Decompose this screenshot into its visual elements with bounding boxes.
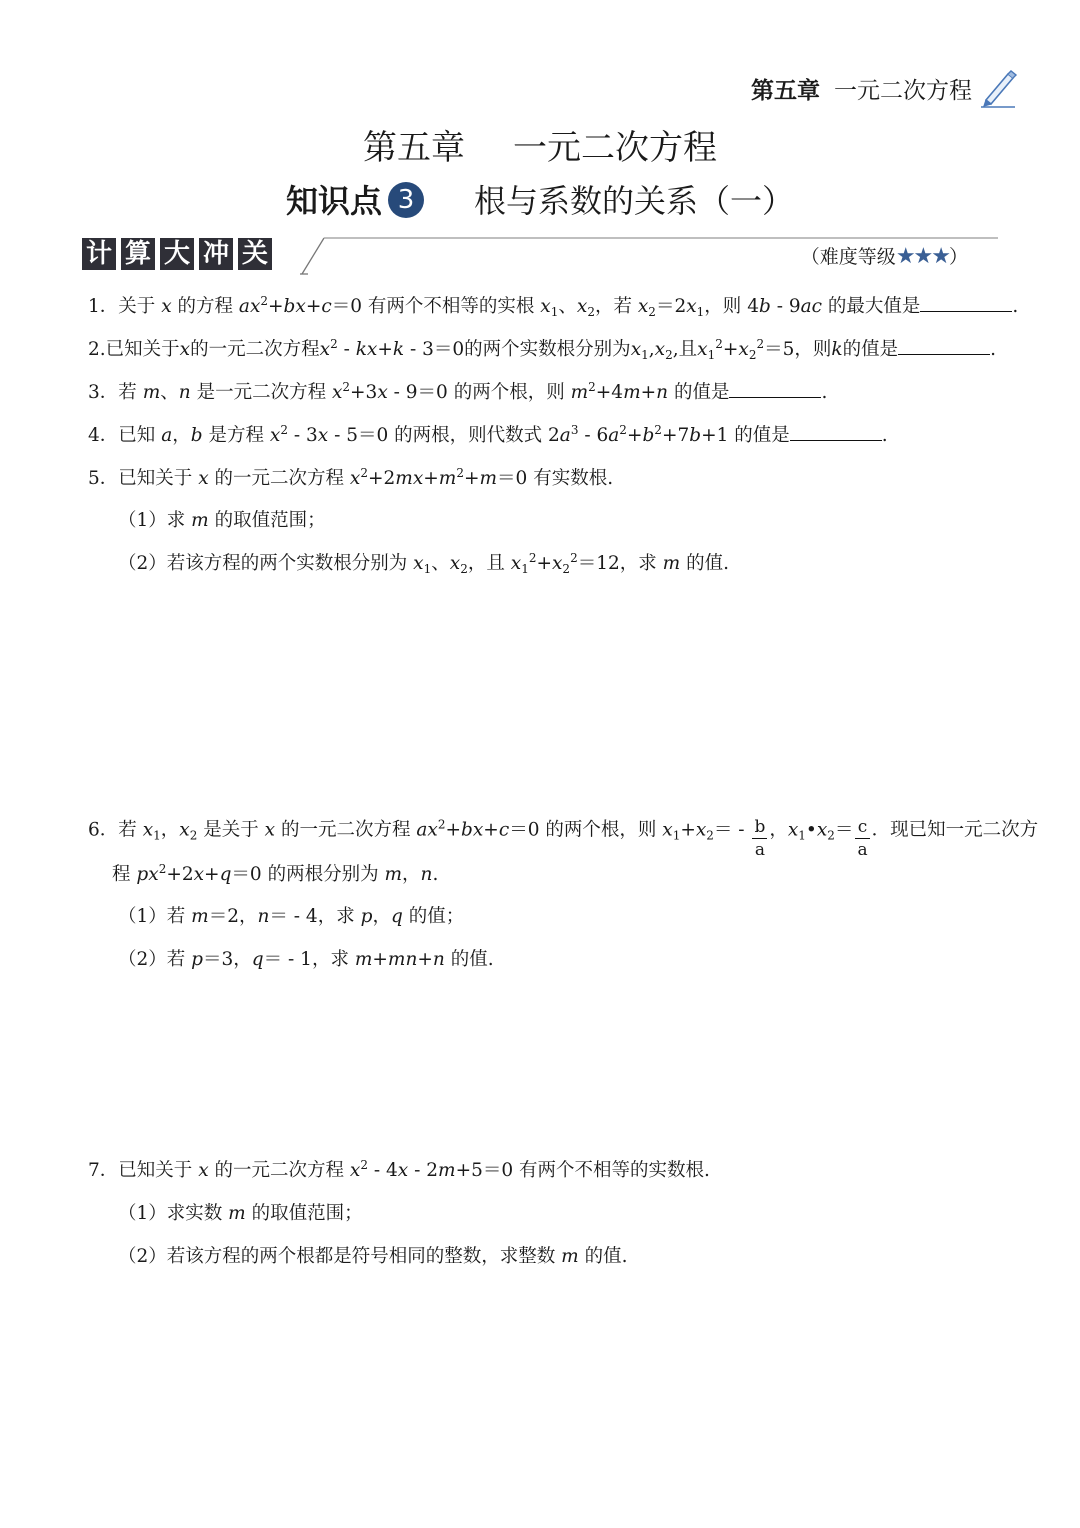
question-1: 1．关于 x 的方程 $ax^2+bx+c=0$ 有两个不相等的实根 $x_1$、$x_2$，若 $x_2=2x_1$，则 4b - 9ac 的最大值是 . xyxy=(88,294,1019,319)
star-icon: ★★★ xyxy=(895,244,949,269)
text: ，则 xyxy=(794,339,832,360)
question-number: 6． xyxy=(88,819,119,841)
text: 的一元二次方程 xyxy=(214,468,345,489)
text: 已知关于 xyxy=(118,468,193,489)
text: 的两根，则代数式 xyxy=(394,425,543,446)
running-header-chapter: 第五章 xyxy=(751,77,820,104)
text: 是一元二次方程 xyxy=(196,382,327,403)
question-number: 5． xyxy=(88,468,119,489)
text: （2）若该方程的两个根都是符号相同的整数，求整数 xyxy=(118,1246,556,1267)
text: ，且 xyxy=(467,553,505,574)
text: 的一元二次方程 xyxy=(280,819,411,841)
question-number: 4． xyxy=(88,425,119,446)
text: 的取值范围； xyxy=(214,510,326,531)
text: （2）若该方程的两个实数根分别为 xyxy=(118,553,408,574)
text: 是关于 xyxy=(203,819,259,841)
text: . xyxy=(990,339,997,360)
question-6-part-1: （1）若 m＝2，n＝ - 4，求 p，q 的值； xyxy=(118,906,465,927)
text: ．现已知一元二次方 xyxy=(871,819,1039,841)
text: 已知 xyxy=(118,425,156,446)
text: 有两个不相等的实数根. xyxy=(519,1160,710,1181)
banner-char: 算 xyxy=(121,238,155,270)
text: （1）若 xyxy=(118,906,186,927)
difficulty-label: （难度等级 xyxy=(800,246,896,268)
text: 且 xyxy=(678,339,698,360)
question-7-part-2: （2）若该方程的两个根都是符号相同的整数，求整数 m 的值. xyxy=(118,1246,628,1267)
running-header-topic: 一元二次方程 xyxy=(834,77,972,104)
text: 的值. xyxy=(450,949,494,970)
topic-title xyxy=(0,176,1080,222)
text: 若 xyxy=(118,819,137,841)
text: 程 xyxy=(112,864,131,885)
answer-blank[interactable] xyxy=(898,338,990,355)
chapter-title xyxy=(0,120,1080,169)
text: 的值. xyxy=(686,553,729,574)
topic-label: 知识点 xyxy=(285,182,382,220)
question-5: 5．已知关于 x 的一元二次方程 $x^2+2mx+m^2+m=0$ 有实数根. xyxy=(88,466,614,489)
text: ，求 xyxy=(311,949,349,970)
text: 的两个根，则 xyxy=(545,819,657,841)
text: （2）若 xyxy=(118,949,186,970)
text: 的最大值是 xyxy=(827,296,921,317)
text: ，则 xyxy=(704,296,742,317)
denominator: a xyxy=(857,840,868,860)
text: 关于 xyxy=(118,296,156,317)
text: ，求 xyxy=(317,906,355,927)
denominator: a xyxy=(752,838,767,861)
banner-char: 大 xyxy=(160,238,194,270)
text: （1）求实数 xyxy=(118,1203,223,1224)
text: 的值是 xyxy=(842,339,899,360)
question-number: 2. xyxy=(88,339,106,360)
pen-icon xyxy=(978,68,1018,108)
text: 的值是 xyxy=(673,382,730,403)
text: . xyxy=(881,425,888,446)
text: . xyxy=(1012,296,1019,317)
chapter-title-chapter: 第五章 xyxy=(363,128,465,168)
text: 的取值范围； xyxy=(251,1203,363,1224)
text: . xyxy=(821,382,828,403)
question-4: 4．已知 a，b 是方程 $x^2 - 3x - 5=0$ 的两根，则代数式 $2a^3 - 6a^2+b^2+7b+1$ 的值是 . xyxy=(88,423,888,446)
section-banner xyxy=(82,238,277,274)
text: 是方程 xyxy=(208,425,264,446)
question-number: 7． xyxy=(88,1160,119,1181)
text: 有两个不相等的实根 xyxy=(367,296,535,317)
text: （1）求 xyxy=(118,510,186,531)
answer-blank[interactable] xyxy=(729,381,821,398)
question-7: 7．已知关于 x 的一元二次方程 $x^2 - 4x - 2m+5=0$ 有两个不相等的实数根. xyxy=(88,1158,710,1181)
answer-blank[interactable] xyxy=(790,424,882,441)
text: 已知关于 xyxy=(105,339,180,360)
text: 的值. xyxy=(584,1246,628,1267)
question-5-part-2: （2）若该方程的两个实数根分别为 $x_1$、$x_2$，且 $x_1^2+x_2^2=12$，求 m 的值. xyxy=(118,551,729,576)
text: 的值是 xyxy=(734,425,790,446)
text: 的值； xyxy=(408,906,465,927)
question-6: 6．若 $x_1$，$x_2$ 是关于 x 的一元二次方程 $ax^2+bx+c=0$ 的两个根，则 $x_1+x_2=$ - $\frac{b}{a}$ ，$x_1•x_2=$ $\frac{c}{a}$ ．现已知一元二次方 xyxy=(88,817,1039,860)
question-number: 3． xyxy=(88,382,119,403)
difficulty-close: ） xyxy=(948,246,968,268)
text: 的一元二次方程 xyxy=(214,1160,345,1181)
text: 的两个实数根分别为 xyxy=(464,339,631,360)
question-5-part-1: （1）求 m 的取值范围； xyxy=(118,510,326,531)
text: 的一元二次方程 xyxy=(190,339,320,360)
topic-name: 根与系数的关系（一） xyxy=(474,182,795,220)
text: 的两根分别为 xyxy=(267,864,379,885)
question-3: 3．若 m、n 是一元二次方程 $x^2+3x - 9=0$ 的两个根，则 $m^2+4m+n$ 的值是 . xyxy=(88,380,828,403)
text: ，若 xyxy=(594,296,632,317)
banner-char: 关 xyxy=(238,238,272,270)
banner-char: 冲 xyxy=(199,238,233,270)
question-7-part-1: （1）求实数 m 的取值范围； xyxy=(118,1203,363,1224)
numerator: c xyxy=(857,817,868,837)
question-number: 1． xyxy=(88,296,119,317)
text: 若 xyxy=(118,382,137,403)
difficulty-rating xyxy=(801,242,968,269)
chapter-title-name: 一元二次方程 xyxy=(513,128,717,168)
topic-number-badge: 3 xyxy=(388,182,424,218)
running-header xyxy=(751,68,1018,108)
text: ，求 xyxy=(619,553,657,574)
text: 的两个根，则 xyxy=(453,382,565,403)
banner-char: 计 xyxy=(82,238,116,270)
fraction-b-over-a xyxy=(752,816,767,861)
numerator: b xyxy=(754,817,766,837)
text: 已知关于 xyxy=(118,1160,193,1181)
question-6-part-2: （2）若 p＝3，q＝ - 1，求 m+mn+n 的值. xyxy=(118,949,494,970)
question-6-line-2: 程 $px^2+2x+q=0$ 的两根分别为 m，n. xyxy=(112,862,439,885)
text: 的方程 xyxy=(177,296,234,317)
answer-blank[interactable] xyxy=(920,295,1012,312)
question-2: 2.已知关于x的一元二次方程$x^2 - kx+k - 3=0$的两个实数根分别为$x_1,x_2$,且$x_1^2+x_2^2=5$，则k的值是 . xyxy=(88,337,997,362)
text: 有实数根. xyxy=(533,468,614,489)
fraction-c-over-a xyxy=(855,816,869,861)
